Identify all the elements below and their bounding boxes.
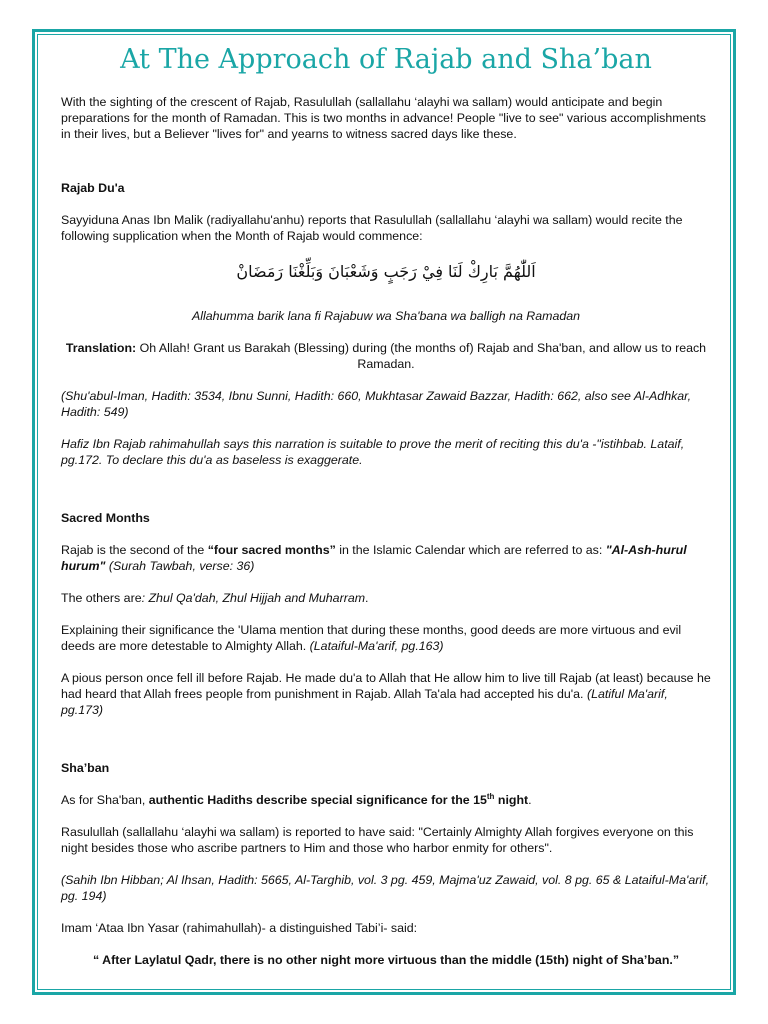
rajab-dua-reference: (Shu'abul-Iman, Hadith: 3534, Ibnu Sunni, Hadith: 660, Mukhtasar Zawaid Bazzar, Hadith: 662, also see Al-Adhkar, Hadith: 549) (61, 389, 692, 419)
document-content (61, 40, 711, 984)
surah-reference: (Surah Tawbah, verse: 36) (105, 559, 255, 573)
text-span: Explaining their significance the 'Ulama mention that during these months, good deeds are more virtuous and evil deeds are more detestable to Almighty Allah. (61, 623, 682, 653)
ataa-quote: “ After Laylatul Qadr, there is no other night more virtuous than the middle (15th) night of Sha’ban.” (92, 953, 680, 967)
emphasis-al-ash-hurul-hurum: "Al-Ash-hurul hurum" (61, 543, 687, 573)
shaban-reference: (Sahih Ibn Hibban; Al Ihsan, Hadith: 5665, Al-Targhib, vol. 3 pg. 459, Majma'uz Zawaid, vol. 8 pg. 65 & Lataiful-Ma'arif, pg. 194) (61, 873, 710, 903)
emphasis-night: night (494, 793, 529, 807)
emphasis-authentic-hadiths: authentic Hadiths describe special significance for the 15 (148, 793, 487, 807)
shaban-paragraph-2: Rasulullah (sallallahu ‘alayhi wa sallam) is reported to have said: "Certainly Almighty Allah forgives everyone on this night besides those who ascribe partners to Him and those who harbor enmity for others". (61, 825, 694, 855)
superscript-th: th (486, 791, 495, 801)
lataif-reference: (Lataiful-Ma'arif, pg.163) (309, 639, 444, 653)
rajab-dua-paragraph: Sayyiduna Anas Ibn Malik (radiyallahu'anhu) reports that Rasulullah (sallallahu ‘alayhi wa sallam) would recite the following supplication when the Month of Rajab would commence: (61, 213, 683, 243)
month-names: : Zhul Qa'dah, Zhul Hijjah and Muharram (141, 591, 366, 605)
shaban-paragraph-1 (61, 792, 711, 808)
text-span: Rajab is the second of the (61, 543, 208, 557)
sacred-months-paragraph-2 (61, 590, 711, 606)
translation-text: Oh Allah! Grant us Barakah (Blessing) during (the months of) Rajab and Sha'ban, and allow us to reach Ramadan. (136, 341, 707, 371)
text-span: in the Islamic Calendar which are referred to as: (335, 543, 606, 557)
text-span: The others are (61, 591, 142, 605)
emphasis-four-sacred-months: “four sacred months” (207, 543, 336, 557)
sacred-months-heading: Sacred Months (61, 511, 150, 525)
latiful-reference: (Latiful Ma'arif, pg.173) (61, 687, 668, 717)
text-span: . (365, 591, 369, 605)
shaban-heading: Sha’ban (61, 761, 110, 775)
rajab-dua-note: Hafiz Ibn Rajab rahimahullah says this narration is suitable to prove the merit of reciting this du'a -"istihbab. Lataif, pg.172. To declare this du'a as baseless is exaggerate. (61, 437, 685, 467)
text-span: As for Sha'ban, (61, 793, 149, 807)
rajab-dua-heading: Rajab Du'a (61, 181, 125, 195)
sacred-months-paragraph-1 (61, 542, 711, 574)
translation-label: Translation: (65, 341, 137, 355)
text-span: A pious person once fell ill before Rajab. He made du'a to Allah that He allow him to live till Rajab (at least) because he had heard that Allah frees people from punishment in Rajab. Allah Ta'ala had accepted his du'a. (61, 671, 711, 701)
page-title: At The Approach of Rajab and Sha’ban (120, 44, 652, 75)
sacred-months-paragraph-4 (61, 670, 711, 718)
intro-paragraph: With the sighting of the crescent of Rajab, Rasulullah (sallallahu ‘alayhi wa sallam) would anticipate and begin preparations for the month of Ramadan. This is two months in advance! People "live to see" various accomplishments in their lives, but a Believer "lives for" and yearns to witness sacred days like these. (61, 95, 706, 141)
shaban-paragraph-3: Imam ‘Ataa Ibn Yasar (rahimahullah)- a distinguished Tabi’i- said: (61, 921, 418, 935)
translation-paragraph (61, 340, 711, 372)
arabic-dua: اَللّٰهُمَّ بَارِكْ لَنَا فِيْ رَجَبٍ وَشَعْبَانَ وَبَلِّغْنَا رَمَضَانْ (236, 262, 536, 281)
text-span: . (528, 793, 532, 807)
sacred-months-paragraph-3 (61, 622, 711, 654)
transliteration: Allahumma barik lana fi Rajabuw wa Sha'bana wa balligh na Ramadan (191, 309, 581, 323)
